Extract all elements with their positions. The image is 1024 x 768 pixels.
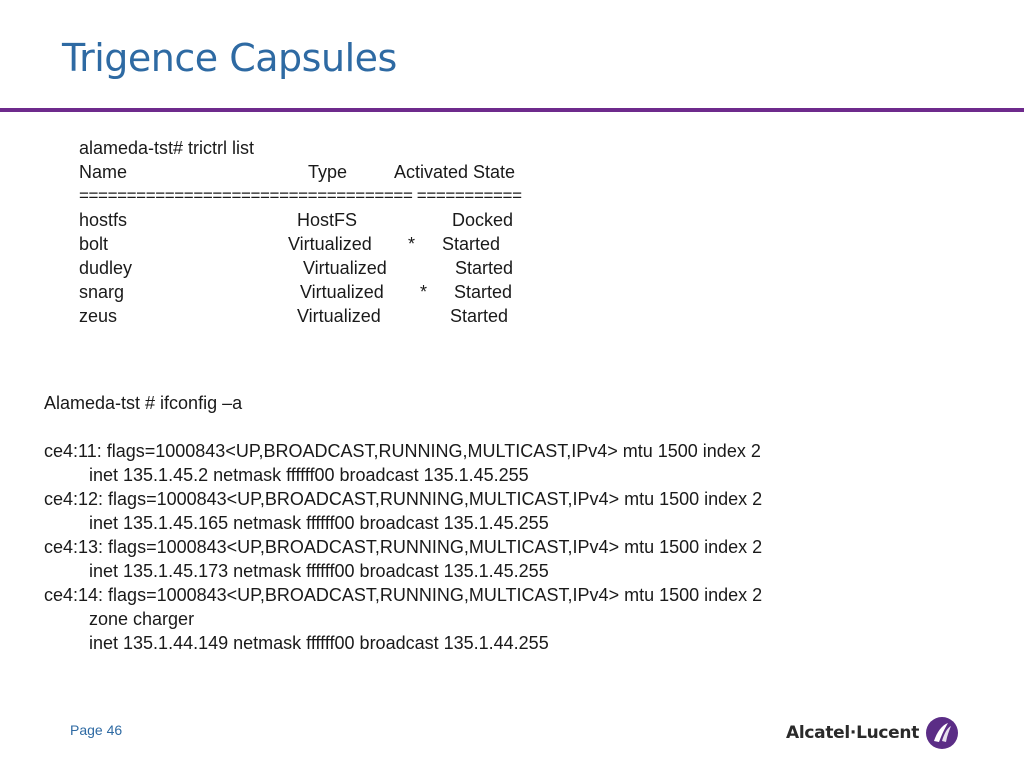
ifconfig-line: inet 135.1.45.165 netmask ffffff00 broadcast 135.1.45.255 bbox=[89, 513, 549, 533]
ifconfig-line: ce4:11: flags=1000843<UP,BROADCAST,RUNNING,MULTICAST,IPv4> mtu 1500 index 2 bbox=[44, 441, 761, 461]
row-state: Docked bbox=[452, 210, 514, 230]
slide-title: Trigence Capsules bbox=[62, 36, 397, 80]
ifconfig-line: ce4:14: flags=1000843<UP,BROADCAST,RUNNING,MULTICAST,IPv4> mtu 1500 index 2 bbox=[44, 585, 763, 605]
row-name: dudley bbox=[79, 258, 133, 278]
header-type: Type bbox=[308, 162, 348, 182]
row-type: HostFS bbox=[297, 210, 358, 230]
row-active-flag: * bbox=[408, 234, 416, 254]
ifconfig-line: zone charger bbox=[89, 609, 195, 629]
row-type: Virtualized bbox=[288, 234, 372, 254]
table-row bbox=[0, 256, 1024, 280]
trictrl-separator: =================================== =========== bbox=[79, 186, 522, 205]
row-state: Started bbox=[450, 306, 509, 326]
table-row bbox=[0, 232, 1024, 256]
row-name: bolt bbox=[79, 234, 109, 254]
ifconfig-line: ce4:12: flags=1000843<UP,BROADCAST,RUNNING,MULTICAST,IPv4> mtu 1500 index 2 bbox=[44, 489, 763, 509]
row-state: Started bbox=[455, 258, 514, 278]
ifconfig-line: ce4:13: flags=1000843<UP,BROADCAST,RUNNING,MULTICAST,IPv4> mtu 1500 index 2 bbox=[44, 537, 763, 557]
row-state: Started bbox=[454, 282, 513, 302]
ifconfig-line: inet 135.1.45.2 netmask ffffff00 broadcast 135.1.45.255 bbox=[89, 465, 529, 485]
header-name: Name bbox=[79, 162, 128, 182]
ifconfig-line: inet 135.1.45.173 netmask ffffff00 broadcast 135.1.45.255 bbox=[89, 561, 549, 581]
row-name: hostfs bbox=[79, 210, 128, 230]
header-state: Activated State bbox=[394, 162, 516, 182]
brand-mark-icon bbox=[925, 716, 959, 750]
ifconfig-line: inet 135.1.44.149 netmask ffffff00 broadcast 135.1.44.255 bbox=[89, 633, 549, 653]
row-type: Virtualized bbox=[297, 306, 381, 326]
table-row bbox=[0, 208, 1024, 232]
row-state: Started bbox=[442, 234, 501, 254]
row-name: zeus bbox=[79, 306, 118, 326]
row-name: snarg bbox=[79, 282, 125, 302]
brand-name: Alcatel·Lucent bbox=[786, 723, 920, 743]
row-active-flag: * bbox=[420, 282, 428, 302]
table-row bbox=[0, 280, 1024, 304]
title-divider bbox=[0, 108, 1024, 112]
trictrl-command: alameda-tst# trictrl list bbox=[79, 138, 255, 158]
row-type: Virtualized bbox=[300, 282, 384, 302]
trictrl-header-row bbox=[0, 160, 1024, 184]
ifconfig-command: Alameda-tst # ifconfig –a bbox=[44, 393, 243, 413]
page-number: Page 46 bbox=[70, 722, 123, 738]
brand-logo bbox=[786, 713, 959, 753]
row-type: Virtualized bbox=[303, 258, 387, 278]
table-row bbox=[0, 304, 1024, 328]
